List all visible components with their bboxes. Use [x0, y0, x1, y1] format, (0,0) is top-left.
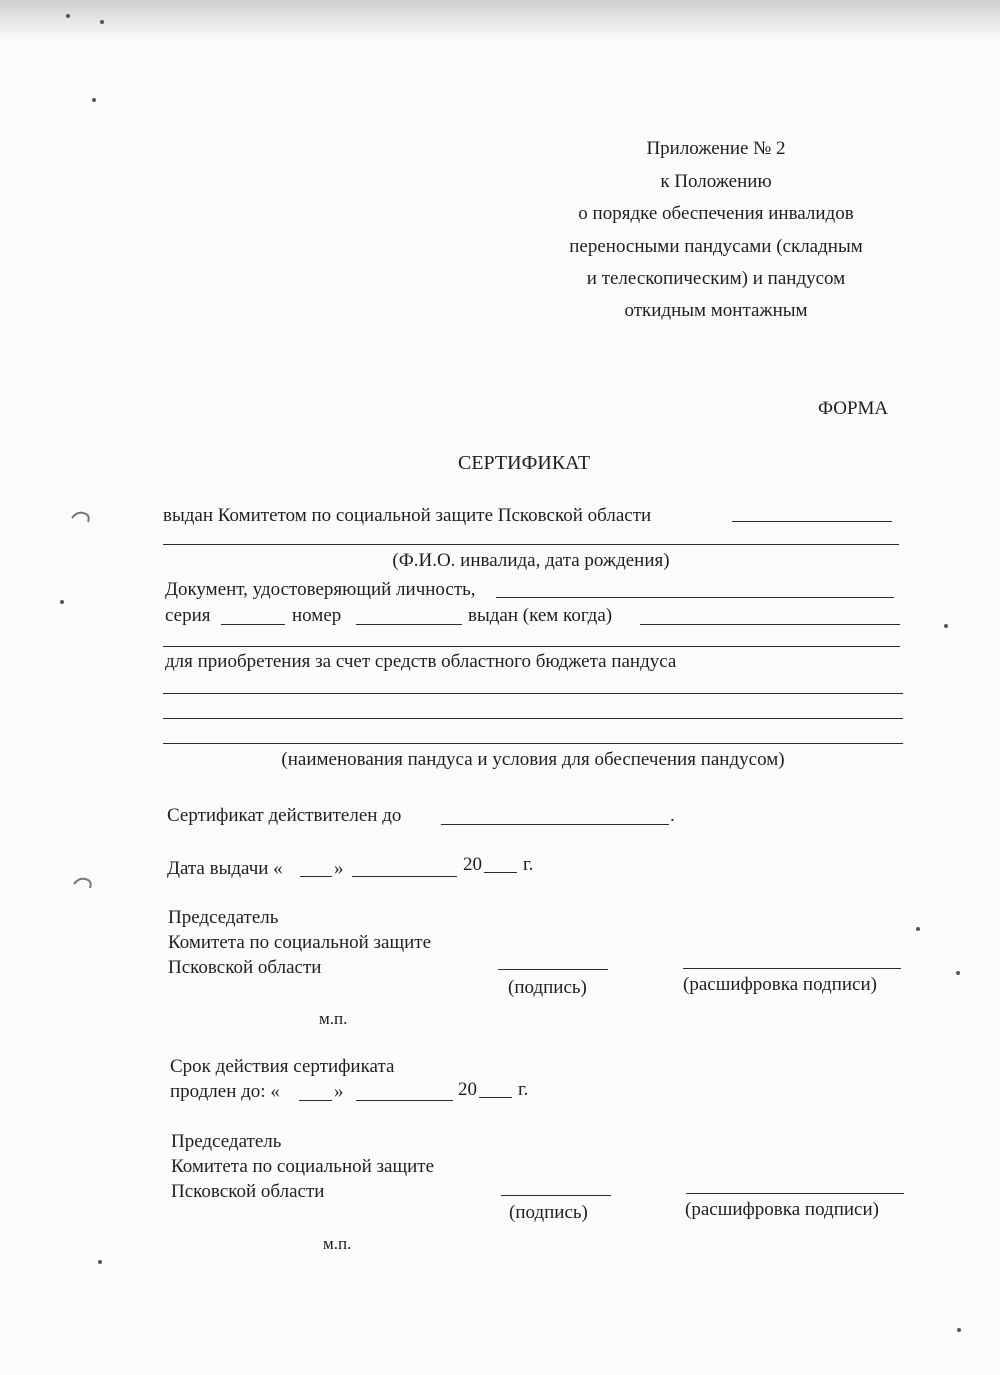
series-label: серия: [165, 605, 211, 626]
decoding-2-blank: [686, 1193, 904, 1194]
valid-until-dot: .: [670, 805, 675, 826]
punch-hole-mark: [72, 876, 94, 890]
chairman-2-line-3: Псковской области: [171, 1181, 325, 1202]
issued-by-blank: [732, 521, 892, 522]
number-blank: [356, 624, 462, 625]
appendix-line-3: о порядке обеспечения инвалидов: [578, 203, 854, 224]
id-document-text: Документ, удостоверяющий личность,: [165, 579, 476, 600]
scan-speck: [957, 1328, 961, 1332]
issue-month-blank: [352, 876, 457, 877]
decoding-2-caption: (расшифровка подписи): [685, 1199, 879, 1220]
signature-2-caption: (подпись): [509, 1202, 588, 1223]
scan-speck: [98, 1260, 102, 1264]
chairman-1-line-3: Псковской области: [168, 957, 322, 978]
extension-line-1: Срок действия сертификата: [170, 1056, 395, 1077]
chairman-1-line-2: Комитета по социальной защите: [168, 932, 432, 953]
valid-until-blank: [441, 824, 669, 825]
ramp-caption: (наименования пандуса и условия для обеспечения пандусом): [281, 749, 785, 770]
appendix-line-6: откидным монтажным: [624, 300, 808, 321]
scan-speck: [60, 600, 64, 604]
extension-year-blank: [479, 1097, 512, 1098]
signature-1-blank: [498, 969, 608, 970]
punch-hole-mark: [70, 510, 92, 524]
form-label: ФОРМА: [818, 398, 889, 419]
chairman-2-line-2: Комитета по социальной защите: [171, 1156, 435, 1177]
signature-1-caption: (подпись): [508, 977, 587, 998]
stamp-1: м.п.: [319, 1009, 348, 1028]
scan-speck: [944, 624, 948, 628]
issue-year-prefix: 20: [463, 854, 482, 875]
appendix-line-2: к Положению: [660, 171, 772, 192]
scan-speck: [916, 927, 920, 931]
appendix-line-5: и телескопическим) и пандусом: [586, 268, 846, 289]
ramp-blank-3: [163, 743, 903, 744]
valid-until-text: Сертификат действителен до: [167, 805, 402, 826]
decoding-1-caption: (расшифровка подписи): [683, 974, 877, 995]
scan-shadow: [0, 0, 1000, 40]
id-document-blank: [496, 597, 894, 598]
issued-by-text: выдан Комитетом по социальной защите Псковской области: [163, 505, 652, 526]
extension-year-prefix: 20: [458, 1079, 477, 1100]
series-blank: [221, 624, 285, 625]
issue-date-label: Дата выдачи «: [167, 858, 283, 879]
number-label: номер: [292, 605, 342, 626]
scan-speck: [92, 98, 96, 102]
issue-day-blank: [300, 876, 332, 877]
ramp-blank-1: [163, 693, 903, 694]
extension-month-blank: [356, 1100, 453, 1101]
ramp-blank-2: [163, 718, 903, 719]
scan-speck: [66, 14, 70, 18]
scan-speck: [956, 971, 960, 975]
issue-year-suffix: г.: [523, 854, 534, 875]
issue-year-blank: [484, 872, 517, 873]
issued-when-blank: [640, 624, 900, 625]
decoding-1-blank: [683, 968, 901, 969]
appendix-line-1: Приложение № 2: [646, 138, 786, 159]
fio-blank: [163, 544, 899, 545]
extension-close-quote: »: [334, 1081, 344, 1102]
signature-2-blank: [501, 1195, 611, 1196]
extension-day-blank: [299, 1100, 332, 1101]
chairman-1-line-1: Председатель: [168, 907, 279, 928]
fio-caption: (Ф.И.О. инвалида, дата рождения): [392, 550, 670, 571]
appendix-line-4: переносными пандусами (складным: [569, 236, 863, 257]
chairman-2-line-1: Председатель: [171, 1131, 282, 1152]
certificate-title: СЕРТИФИКАТ: [458, 452, 591, 474]
id-extra-blank: [163, 646, 900, 647]
stamp-2: м.п.: [323, 1234, 352, 1253]
issued-when-label: выдан (кем когда): [468, 605, 613, 626]
extension-year-suffix: г.: [518, 1079, 529, 1100]
scan-speck: [100, 20, 104, 24]
extension-line-2-label: продлен до: «: [170, 1081, 280, 1102]
issue-date-close-quote: »: [334, 858, 344, 879]
purpose-text: для приобретения за счет средств областного бюджета пандуса: [165, 651, 677, 672]
